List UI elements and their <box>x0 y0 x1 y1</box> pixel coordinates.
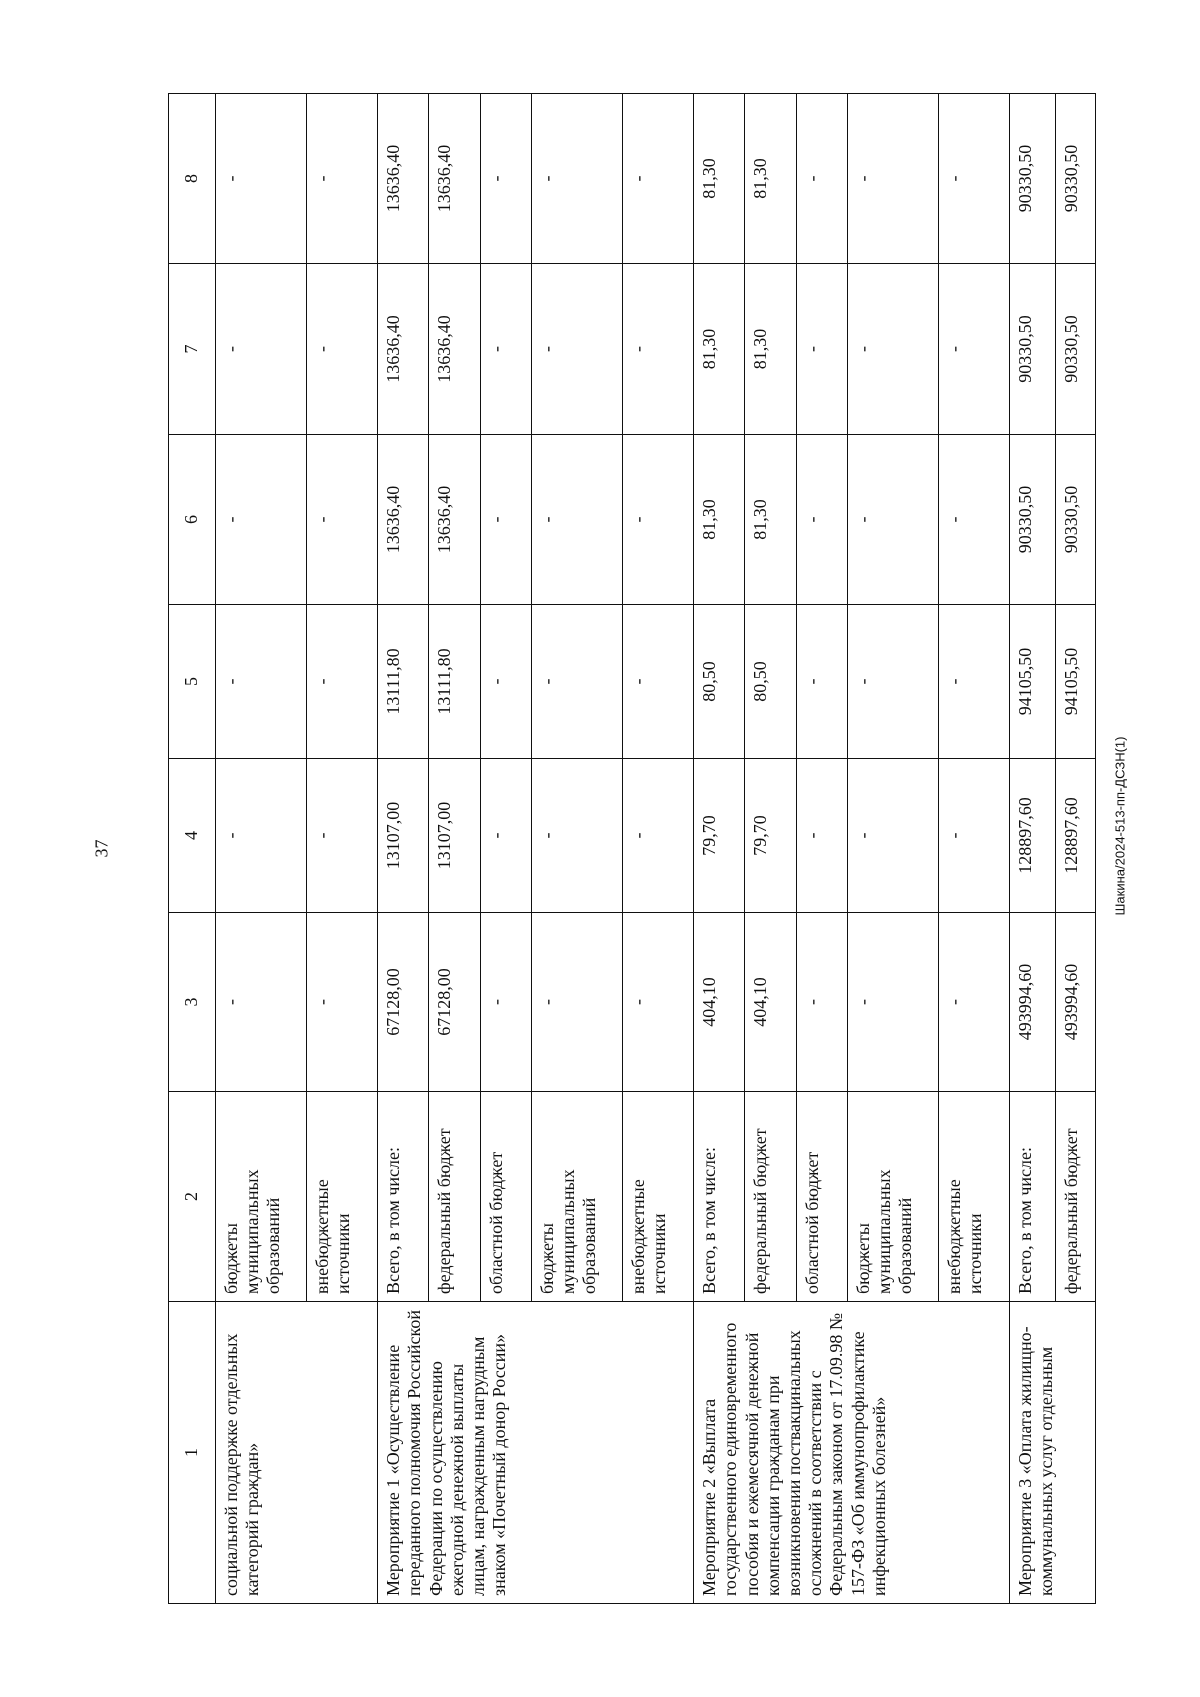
value-cell: - <box>480 605 531 759</box>
header-cell: 2 <box>169 1092 216 1302</box>
measure-name-cell: Мероприятие 3 «Оплата жилищно-коммунальных услуг отдельным <box>1010 1302 1096 1604</box>
value-cell: 81,30 <box>694 435 745 605</box>
funding-source-cell: бюджеты муниципальных образований <box>847 1092 938 1302</box>
header-cell: 5 <box>169 605 216 759</box>
funding-source-cell: федеральный бюджет <box>745 1092 796 1302</box>
value-cell: 80,50 <box>745 605 796 759</box>
value-cell: - <box>847 913 938 1092</box>
header-cell: 8 <box>169 94 216 264</box>
table-row <box>694 94 745 1604</box>
value-cell: - <box>216 264 307 435</box>
funding-source-cell: Всего, в том числе: <box>378 1092 429 1302</box>
value-cell: 81,30 <box>694 94 745 264</box>
header-cell: 3 <box>169 913 216 1092</box>
value-cell: 404,10 <box>745 913 796 1092</box>
table-row <box>378 94 429 1604</box>
value-cell: 404,10 <box>694 913 745 1092</box>
value-cell: 90330,50 <box>1010 264 1056 435</box>
value-cell: - <box>531 913 622 1092</box>
header-row <box>169 94 216 1604</box>
funding-source-cell: внебюджетные источники <box>939 1092 1010 1302</box>
value-cell: 13107,00 <box>429 759 480 913</box>
value-cell: - <box>531 605 622 759</box>
value-cell: - <box>796 435 847 605</box>
value-cell: - <box>847 264 938 435</box>
measure-name-cell: Мероприятие 1 «Осуществление переданного полномочия Российской Федерации по осуществлению ежегодной денежной выплаты лицам, награжденным нагрудным знаком «Почетный донор России» <box>378 1302 694 1604</box>
value-cell: - <box>216 913 307 1092</box>
budget-table <box>168 93 1096 1604</box>
value-cell: - <box>307 264 378 435</box>
value-cell: 13636,40 <box>429 264 480 435</box>
value-cell: 81,30 <box>694 264 745 435</box>
value-cell: - <box>216 435 307 605</box>
value-cell: - <box>531 264 622 435</box>
value-cell: - <box>531 759 622 913</box>
value-cell: 128897,60 <box>1010 759 1056 913</box>
value-cell: - <box>939 264 1010 435</box>
value-cell: - <box>847 435 938 605</box>
value-cell: 13111,80 <box>429 605 480 759</box>
header-cell: 1 <box>169 1302 216 1604</box>
funding-source-cell: федеральный бюджет <box>1056 1092 1096 1302</box>
value-cell: - <box>480 264 531 435</box>
value-cell: - <box>796 264 847 435</box>
value-cell: - <box>847 94 938 264</box>
measure-name-cell: Мероприятие 2 «Выплата государственного единовременного пособия и ежемесячной денежной компенсации гражданам при возникновении поствакцинальных осложнений в соответствии с Федеральным законом от 17.09.98 № 157-ФЗ «Об иммунопрофилактике инфекционных болезней» <box>694 1302 1010 1604</box>
value-cell: - <box>939 913 1010 1092</box>
value-cell: 67128,00 <box>378 913 429 1092</box>
value-cell: 13636,40 <box>378 264 429 435</box>
value-cell: - <box>623 264 694 435</box>
header-cell: 7 <box>169 264 216 435</box>
funding-source-cell: бюджеты муниципальных образований <box>216 1092 307 1302</box>
value-cell: 13636,40 <box>429 435 480 605</box>
funding-source-cell: областной бюджет <box>480 1092 531 1302</box>
header-cell: 6 <box>169 435 216 605</box>
value-cell: 79,70 <box>745 759 796 913</box>
value-cell: - <box>796 605 847 759</box>
value-cell: 80,50 <box>694 605 745 759</box>
footer-code: Шакина/2024-513-пп-ДСЗН(1) <box>1112 736 1128 916</box>
funding-source-cell: Всего, в том числе: <box>694 1092 745 1302</box>
value-cell: - <box>480 435 531 605</box>
funding-source-cell: внебюджетные источники <box>307 1092 378 1302</box>
value-cell: - <box>216 759 307 913</box>
value-cell: - <box>623 435 694 605</box>
funding-source-cell: областной бюджет <box>796 1092 847 1302</box>
header-cell: 4 <box>169 759 216 913</box>
value-cell: - <box>796 759 847 913</box>
value-cell: 90330,50 <box>1056 435 1096 605</box>
value-cell: 13107,00 <box>378 759 429 913</box>
value-cell: - <box>939 435 1010 605</box>
page-number: 37 <box>91 839 112 858</box>
value-cell: 94105,50 <box>1056 605 1096 759</box>
value-cell: 13636,40 <box>378 435 429 605</box>
table-row <box>1010 94 1056 1604</box>
table-container <box>168 94 1096 1604</box>
value-cell: - <box>307 913 378 1092</box>
funding-source-cell: Всего, в том числе: <box>1010 1092 1056 1302</box>
value-cell: 90330,50 <box>1010 94 1056 264</box>
value-cell: - <box>480 759 531 913</box>
value-cell: - <box>531 94 622 264</box>
value-cell: - <box>796 94 847 264</box>
value-cell: - <box>216 94 307 264</box>
value-cell: 128897,60 <box>1056 759 1096 913</box>
value-cell: 493994,60 <box>1010 913 1056 1092</box>
value-cell: - <box>796 913 847 1092</box>
value-cell: - <box>531 435 622 605</box>
value-cell: - <box>847 759 938 913</box>
table-body <box>216 94 1096 1604</box>
value-cell: 90330,50 <box>1056 264 1096 435</box>
value-cell: - <box>307 94 378 264</box>
value-cell: - <box>847 605 938 759</box>
value-cell: - <box>480 94 531 264</box>
value-cell: 81,30 <box>745 435 796 605</box>
value-cell: 90330,50 <box>1010 435 1056 605</box>
value-cell: 493994,60 <box>1056 913 1096 1092</box>
value-cell: - <box>623 913 694 1092</box>
value-cell: 67128,00 <box>429 913 480 1092</box>
value-cell: 79,70 <box>694 759 745 913</box>
value-cell: - <box>939 94 1010 264</box>
value-cell: 81,30 <box>745 264 796 435</box>
value-cell: - <box>307 435 378 605</box>
value-cell: - <box>939 759 1010 913</box>
value-cell: 90330,50 <box>1056 94 1096 264</box>
funding-source-cell: бюджеты муниципальных образований <box>531 1092 622 1302</box>
value-cell: - <box>307 759 378 913</box>
value-cell: - <box>623 94 694 264</box>
value-cell: - <box>623 605 694 759</box>
funding-source-cell: федеральный бюджет <box>429 1092 480 1302</box>
table-row <box>216 94 307 1604</box>
value-cell: 94105,50 <box>1010 605 1056 759</box>
value-cell: - <box>480 913 531 1092</box>
value-cell: 81,30 <box>745 94 796 264</box>
value-cell: 13636,40 <box>429 94 480 264</box>
value-cell: - <box>623 759 694 913</box>
value-cell: - <box>939 605 1010 759</box>
funding-source-cell: внебюджетные источники <box>623 1092 694 1302</box>
value-cell: 13636,40 <box>378 94 429 264</box>
value-cell: 13111,80 <box>378 605 429 759</box>
value-cell: - <box>216 605 307 759</box>
measure-name-cell: социальной поддержке отдельных категорий граждан» <box>216 1302 378 1604</box>
value-cell: - <box>307 605 378 759</box>
